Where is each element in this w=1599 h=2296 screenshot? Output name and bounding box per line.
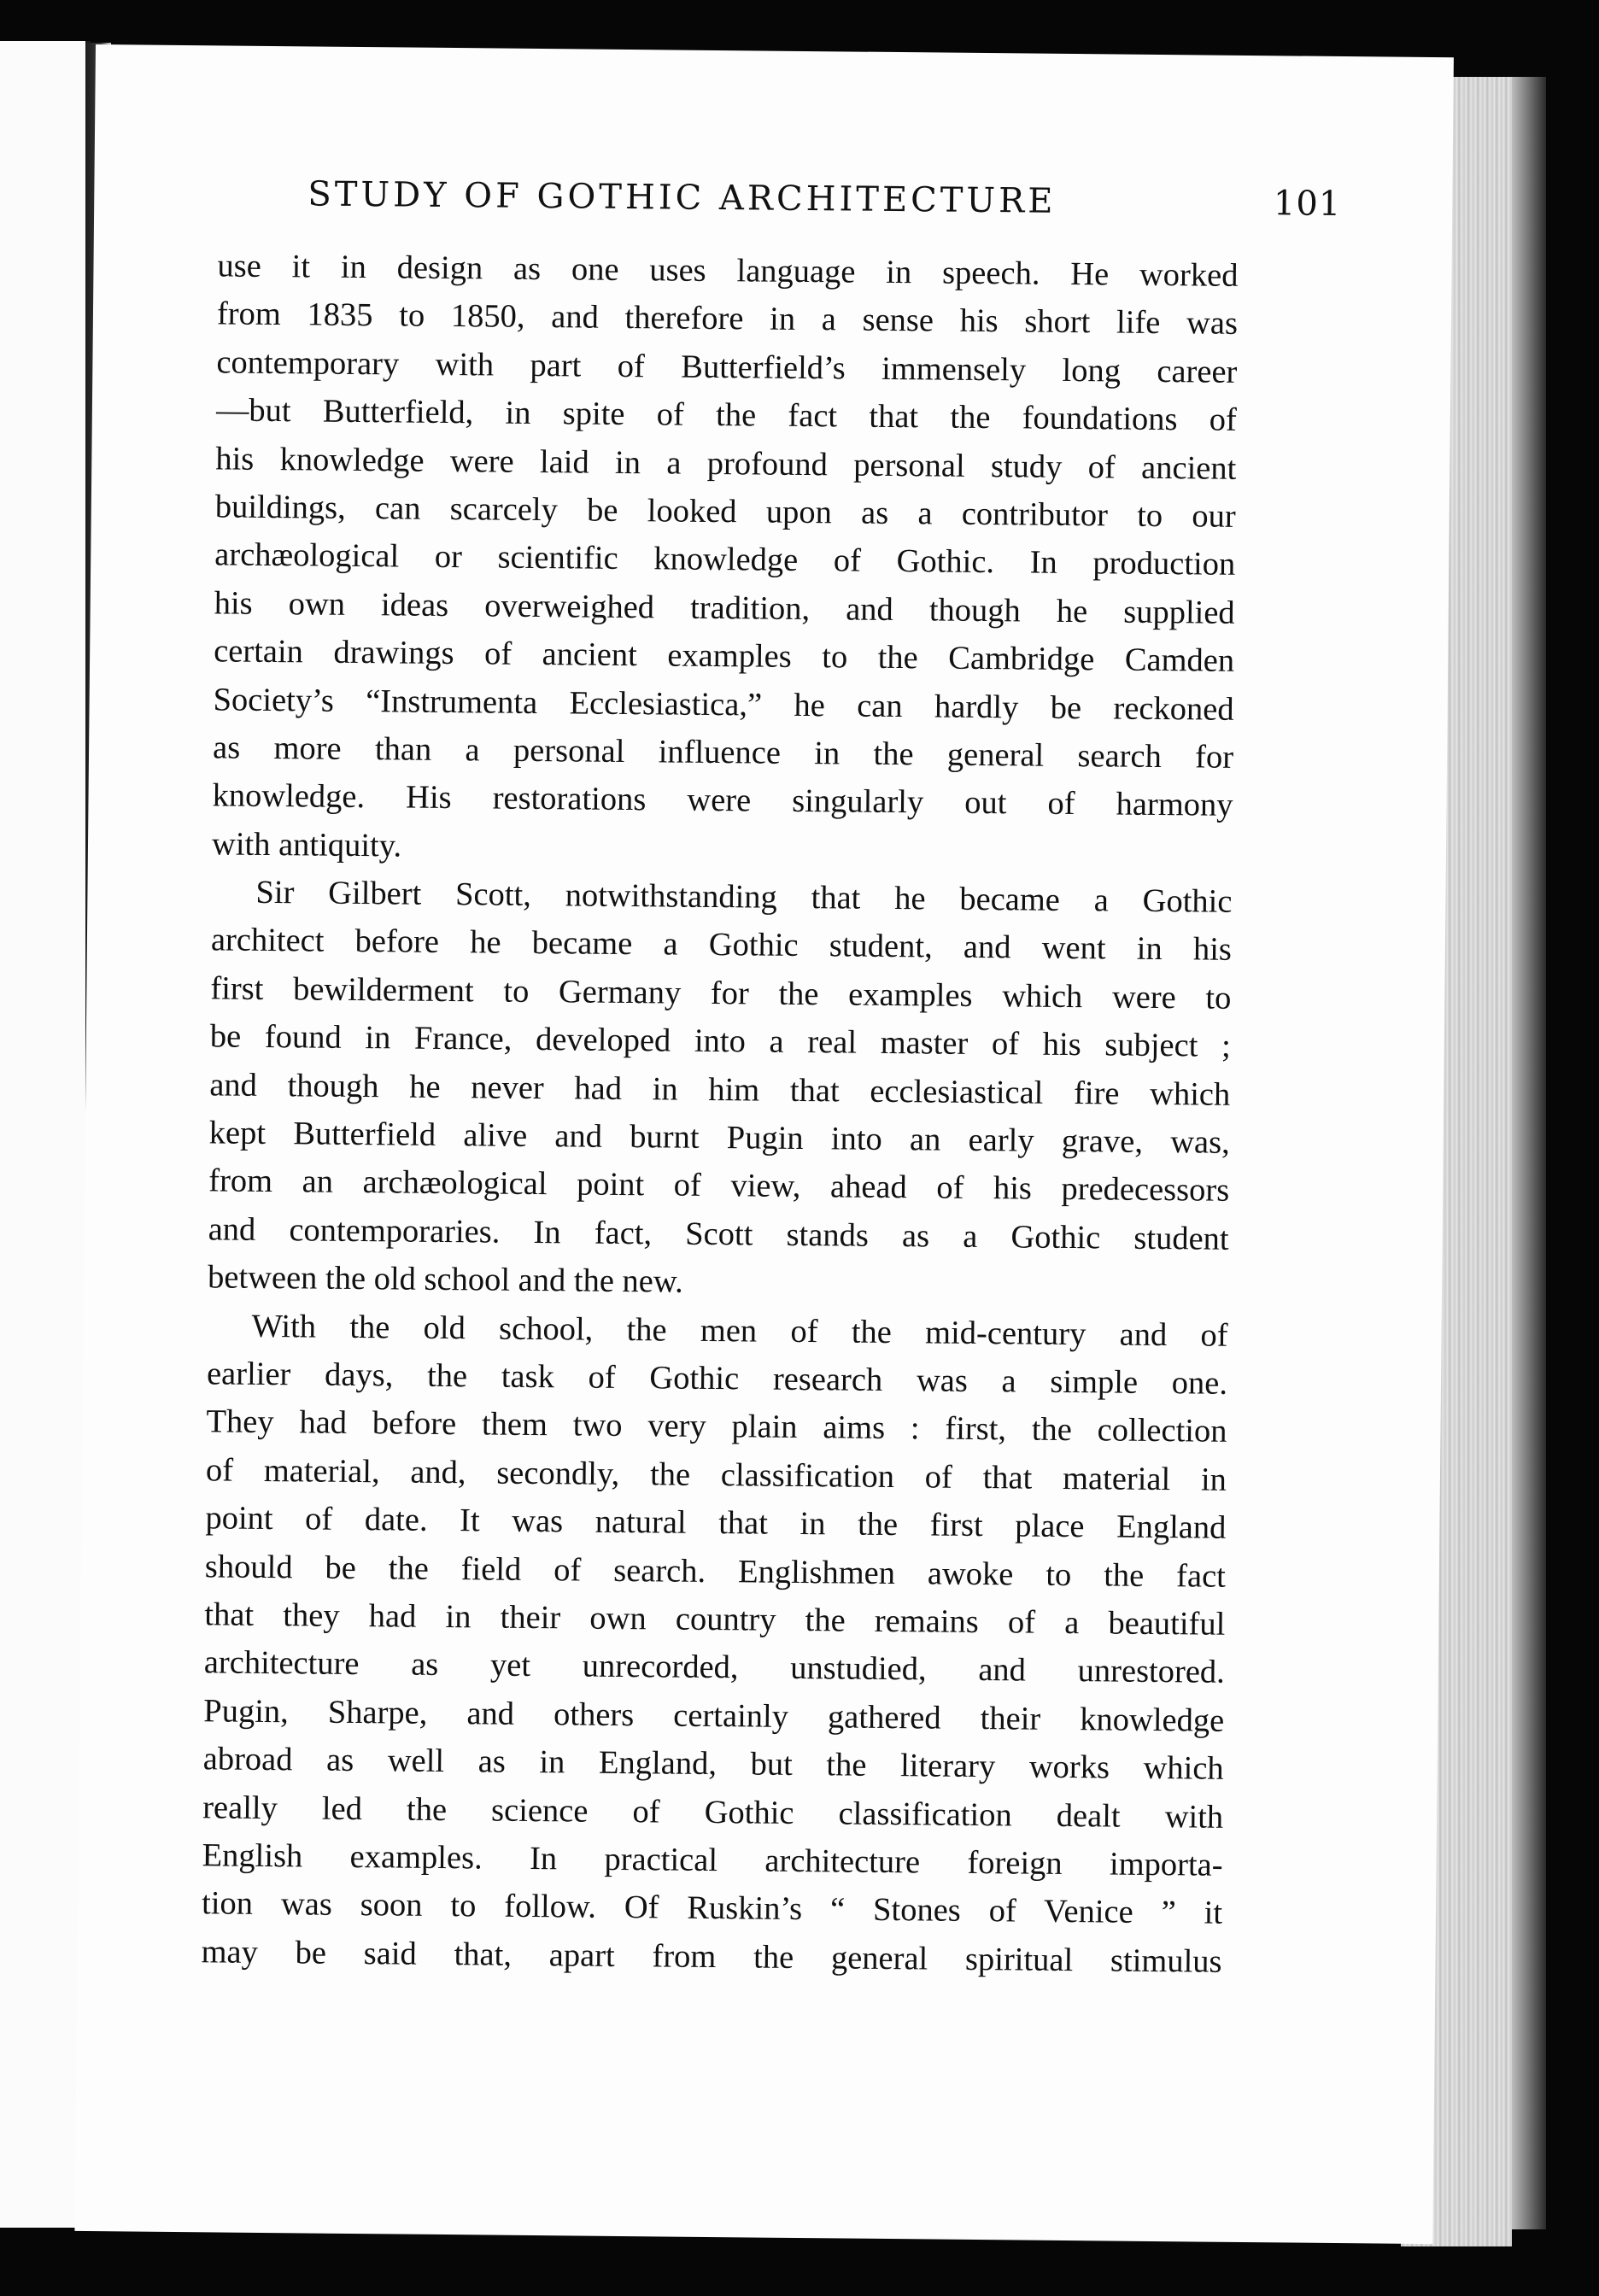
text-line: may be said that, apart from the general spiritual stimulus	[201, 1933, 1222, 1980]
text-line: as more than a personal influence in the general search for	[212, 729, 1234, 776]
text-line: of material, and, secondly, the classification of that material in	[205, 1452, 1227, 1498]
text-line: abroad as well as in England, but the literary works which	[202, 1741, 1224, 1787]
text-line: architect before he became a Gothic student, and went in his	[210, 922, 1233, 969]
text-line: buildings, can scarcely be looked upon as a contributor to our	[214, 489, 1236, 535]
text-line: and contemporaries. In fact, Scott stands as a Gothic student	[208, 1211, 1229, 1257]
text-line: They had before them two very plain aims : first, the collection	[206, 1403, 1227, 1450]
body-text	[201, 242, 1238, 1985]
book-cover-edge	[1512, 77, 1546, 2229]
text-line: first bewilderment to Germany for the examples which were to	[210, 970, 1232, 1016]
text-line: should be the field of search. Englishmen awoke to the fact	[204, 1548, 1227, 1595]
text-line: use it in design as one uses language in speech. He worked	[217, 248, 1239, 294]
text-line: between the old school and the new.	[207, 1259, 683, 1300]
text-line: from 1835 to 1850, and therefore in a sense his short life was	[216, 296, 1239, 343]
text-line: Society’s “Instrumenta Ecclesiastica,” he can hardly be reckoned	[213, 681, 1234, 728]
text-line: With the old school, the men of the mid-century and of	[251, 1308, 1228, 1354]
text-line: contemporary with part of Butterfield’s immensely long career	[216, 344, 1238, 390]
text-line: English examples. In practical architecture foreign importa-	[202, 1837, 1223, 1883]
text-line: really led the science of Gothic classification dealt with	[202, 1789, 1224, 1836]
text-line: from an archæological point of view, ahead of his predecessors	[208, 1163, 1230, 1210]
text-line: earlier days, the task of Gothic research was a simple one.	[206, 1356, 1228, 1402]
text-line: point of date. It was natural that in the first place England	[205, 1500, 1227, 1546]
book-page	[74, 44, 1454, 2244]
text-line: that they had in their own country the remains of a beautiful	[204, 1596, 1226, 1643]
text-line: tion was soon to follow. Of Ruskin’s “ Stones of Venice ” it	[201, 1885, 1223, 1932]
text-line: and though he never had in him that ecclesiastical fire which	[209, 1066, 1231, 1113]
text-line: archæological or scientific knowledge of Gothic. In production	[214, 536, 1236, 583]
text-line: his own ideas overweighed tradition, and though he supplied	[214, 585, 1235, 631]
text-line: knowledge. His restorations were singularly out of harmony	[212, 777, 1233, 824]
text-line: with antiquity.	[211, 826, 402, 864]
text-line: be found in France, developed into a real master of his subject ;	[209, 1018, 1232, 1065]
running-head-title: STUDY OF GOTHIC ARCHITECTURE	[308, 174, 1057, 221]
text-line: architecture as yet unrecorded, unstudied, and unrestored.	[203, 1644, 1225, 1691]
running-head	[308, 174, 1342, 225]
text-line: kept Butterfield alive and burnt Pugin into an early grave, was,	[208, 1115, 1230, 1161]
text-line: Pugin, Sharpe, and others certainly gathered their knowledge	[203, 1693, 1225, 1739]
page-number: 101	[1273, 184, 1342, 225]
facing-page-edge	[0, 41, 91, 2228]
text-line: —but Butterfield, in spite of the fact that the foundations of	[215, 392, 1238, 439]
text-line: his knowledge were laid in a profound personal study of ancient	[215, 440, 1237, 487]
text-line: Sir Gilbert Scott, notwithstanding that he became a Gothic	[255, 874, 1233, 920]
text-line: certain drawings of ancient examples to the Cambridge Camden	[213, 633, 1235, 679]
